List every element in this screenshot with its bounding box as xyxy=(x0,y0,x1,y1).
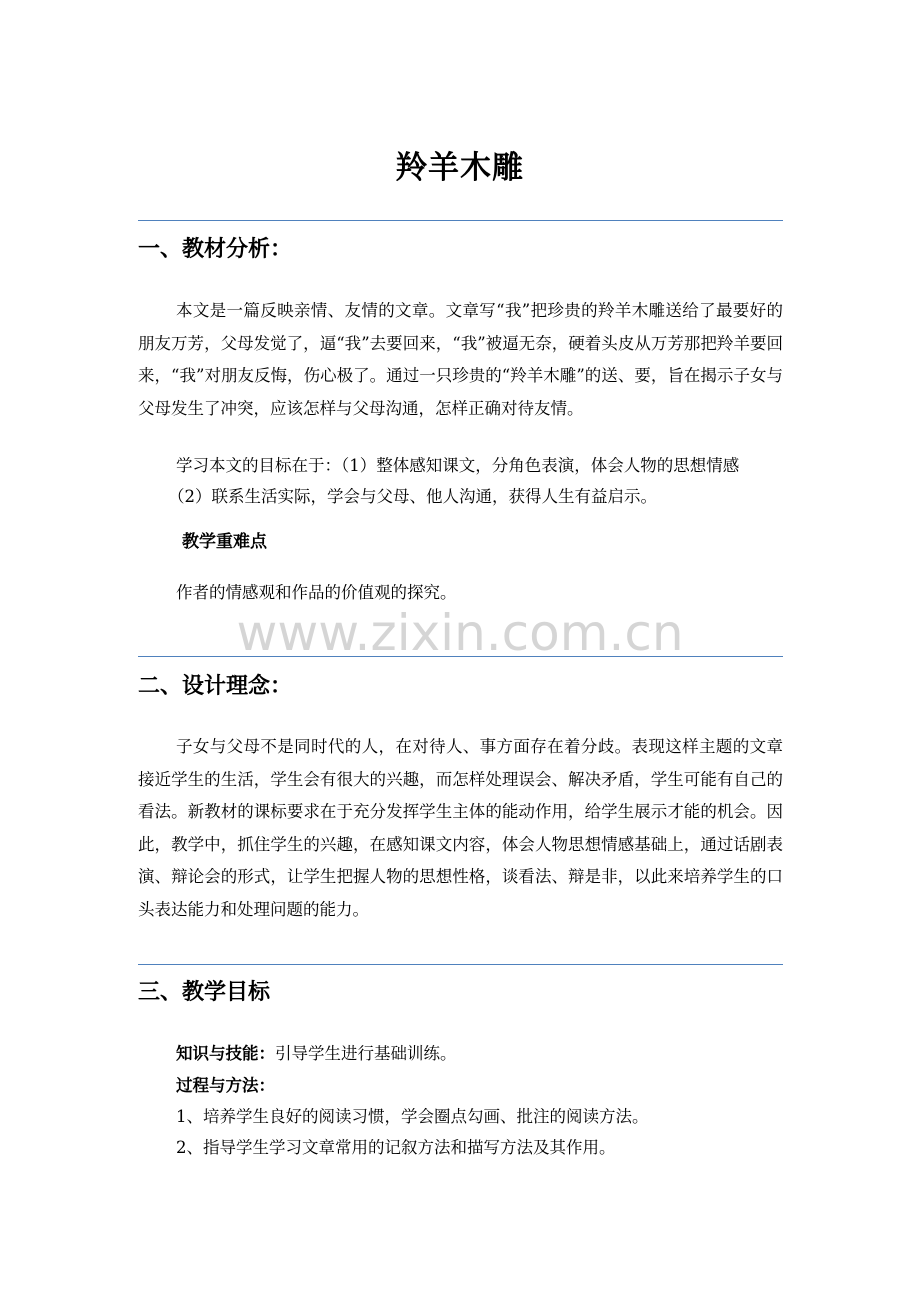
watermark: www.zixin.com.cn xyxy=(236,604,684,662)
knowledge-label: 知识与技能： xyxy=(176,1044,275,1063)
process-label: 过程与方法： xyxy=(176,1076,275,1095)
section-heading-1: 一、教材分析： xyxy=(138,237,293,262)
section-heading-3: 三、教学目标 xyxy=(138,980,271,1005)
section-1-difficulty: 作者的情感观和作品的价值观的探究。 xyxy=(176,583,457,602)
section-1-subheading: 教学重难点 xyxy=(182,532,267,552)
section-divider-3 xyxy=(138,964,783,965)
document-title: 羚羊木雕 xyxy=(396,150,524,186)
section-1-goal-line-1: 学习本文的目标在于：（1）整体感知课文，分角色表演，体会人物的思想情感 xyxy=(176,456,740,475)
section-divider-1 xyxy=(138,220,783,221)
section-divider-2 xyxy=(138,656,783,657)
section-2-paragraph: 子女与父母不是同时代的人，在对待人、事方面存在着分歧。表现这样主题的文章接近学生的生活，学生会有很大的兴趣，而怎样处理误会、解决矛盾，学生可能有自己的看法。新教材的课标要求在于充分发挥学生主体的能动作用，给学生展示才能的机会。因此，教学中，抓住学生的兴趣，在感知课文内容，体会人物思想情感基础上，通过话剧表演、辩论会的形式，让学生把握人物的思想性格，谈看法、辩是非，以此来培养学生的口头表达能力和处理问题的能力。 xyxy=(138,737,783,919)
section-1-paragraph: 本文是一篇反映亲情、友情的文章。文章写“我”把珍贵的羚羊木雕送给了最要好的朋友万芳，父母发觉了，逼“我”去要回来，“我”被逼无奈，硬着头皮从万芳那把羚羊要回来，“我”对朋友反悔，伤心极了。通过一只珍贵的“羚羊木雕”的送、要，旨在揭示子女与父母发生了冲突，应该怎样与父母沟通，怎样正确对待友情。 xyxy=(138,301,783,418)
knowledge-text: 引导学生进行基础训练。 xyxy=(275,1044,457,1063)
process-item-2: 2、指导学生学习文章常用的记叙方法和描写方法及其作用。 xyxy=(176,1138,616,1157)
knowledge-line xyxy=(176,1039,457,1069)
section-heading-2: 二、设计理念： xyxy=(138,674,293,699)
process-item-1: 1、培养学生良好的阅读习惯，学会圈点勾画、批注的阅读方法。 xyxy=(176,1107,649,1126)
section-1-goal-line-2: （2）联系生活实际，学会与父母、他人沟通，获得人生有益启示。 xyxy=(168,487,657,506)
